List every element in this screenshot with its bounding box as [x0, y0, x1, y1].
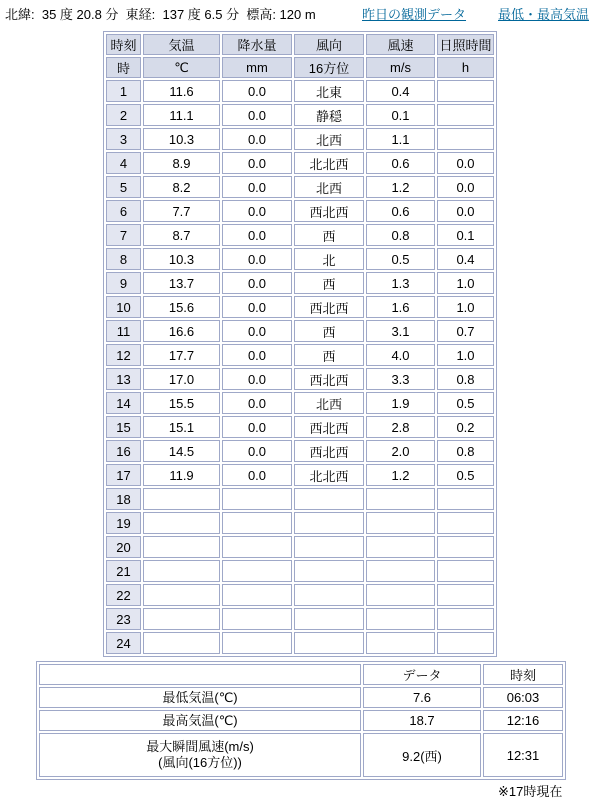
cell-sunshine-duration: 1.0	[437, 296, 494, 318]
cell-temperature: 14.5	[143, 440, 220, 462]
cell-sunshine-duration	[437, 608, 494, 630]
cell-temperature	[143, 608, 220, 630]
cell-sunshine-duration: 0.5	[437, 392, 494, 414]
cell-temperature: 17.7	[143, 344, 220, 366]
cell-wind-direction: 北東	[294, 80, 364, 102]
hourly-row	[106, 416, 494, 438]
cell-wind-direction: 西	[294, 224, 364, 246]
hourly-row	[106, 248, 494, 270]
cell-wind-speed	[366, 488, 435, 510]
cell-sunshine-duration	[437, 536, 494, 558]
col-header-temp: 気温	[143, 34, 220, 55]
cell-temperature: 17.0	[143, 368, 220, 390]
summary-value: 9.2(西)	[363, 733, 481, 777]
hourly-row	[106, 584, 494, 606]
hourly-row	[106, 560, 494, 582]
col-header-precip: 降水量	[222, 34, 292, 55]
cell-sunshine-duration	[437, 128, 494, 150]
footnote-as-of-time: ※17時現在	[498, 784, 563, 799]
summary-label	[39, 710, 361, 731]
hourly-row	[106, 464, 494, 486]
cell-hour: 3	[106, 128, 141, 150]
cell-temperature: 10.3	[143, 128, 220, 150]
unit-ms: m/s	[366, 57, 435, 78]
cell-wind-direction	[294, 488, 364, 510]
cell-wind-speed: 2.8	[366, 416, 435, 438]
cell-precipitation	[222, 632, 292, 654]
cell-wind-speed: 0.1	[366, 104, 435, 126]
cell-wind-speed: 1.2	[366, 176, 435, 198]
unit-mm: mm	[222, 57, 292, 78]
cell-temperature	[143, 512, 220, 534]
cell-precipitation: 0.0	[222, 224, 292, 246]
cell-temperature	[143, 632, 220, 654]
cell-wind-direction: 西	[294, 320, 364, 342]
cell-precipitation: 0.0	[222, 152, 292, 174]
cell-hour: 4	[106, 152, 141, 174]
cell-hour: 10	[106, 296, 141, 318]
cell-wind-direction: 西北西	[294, 200, 364, 222]
cell-wind-direction: 北西	[294, 128, 364, 150]
cell-wind-direction: 北北西	[294, 464, 364, 486]
cell-wind-direction	[294, 536, 364, 558]
cell-temperature: 11.9	[143, 464, 220, 486]
cell-temperature	[143, 536, 220, 558]
unit-hour: 時	[106, 57, 141, 78]
cell-wind-speed: 1.2	[366, 464, 435, 486]
hourly-row	[106, 488, 494, 510]
cell-sunshine-duration: 0.4	[437, 248, 494, 270]
cell-temperature: 8.2	[143, 176, 220, 198]
cell-temperature: 15.6	[143, 296, 220, 318]
unit-h: h	[437, 57, 494, 78]
cell-precipitation	[222, 512, 292, 534]
cell-precipitation	[222, 488, 292, 510]
hourly-row	[106, 344, 494, 366]
summary-label	[39, 733, 361, 777]
cell-sunshine-duration	[437, 584, 494, 606]
summary-header-time: 時刻	[483, 664, 563, 685]
cell-wind-speed: 4.0	[366, 344, 435, 366]
col-header-wind-speed: 風速	[366, 34, 435, 55]
cell-precipitation	[222, 608, 292, 630]
cell-sunshine-duration: 0.0	[437, 152, 494, 174]
summary-time: 12:31	[483, 733, 563, 777]
cell-precipitation: 0.0	[222, 200, 292, 222]
cell-precipitation: 0.0	[222, 368, 292, 390]
hourly-row	[106, 632, 494, 654]
cell-wind-speed: 1.9	[366, 392, 435, 414]
cell-hour: 22	[106, 584, 141, 606]
cell-temperature: 13.7	[143, 272, 220, 294]
cell-wind-speed: 0.6	[366, 200, 435, 222]
cell-hour: 14	[106, 392, 141, 414]
cell-wind-direction: 北西	[294, 176, 364, 198]
cell-sunshine-duration	[437, 104, 494, 126]
cell-hour: 7	[106, 224, 141, 246]
cell-sunshine-duration: 0.7	[437, 320, 494, 342]
hourly-row	[106, 392, 494, 414]
cell-wind-speed: 1.6	[366, 296, 435, 318]
hourly-row	[106, 104, 494, 126]
hourly-row	[106, 512, 494, 534]
cell-hour: 13	[106, 368, 141, 390]
hourly-row	[106, 272, 494, 294]
summary-table-body	[39, 687, 563, 777]
cell-temperature	[143, 584, 220, 606]
unit-celsius: ℃	[143, 57, 220, 78]
cell-wind-direction: 北	[294, 248, 364, 270]
hourly-header-row-titles	[106, 34, 494, 55]
cell-hour: 1	[106, 80, 141, 102]
cell-wind-speed: 1.3	[366, 272, 435, 294]
summary-header-empty	[39, 664, 361, 685]
unit-16compass: 16方位	[294, 57, 364, 78]
cell-hour: 12	[106, 344, 141, 366]
cell-hour: 5	[106, 176, 141, 198]
cell-wind-direction	[294, 512, 364, 534]
cell-precipitation: 0.0	[222, 416, 292, 438]
cell-temperature: 16.6	[143, 320, 220, 342]
cell-wind-direction: 西北西	[294, 368, 364, 390]
hourly-row	[106, 176, 494, 198]
cell-wind-direction	[294, 632, 364, 654]
cell-wind-direction	[294, 560, 364, 582]
cell-wind-speed	[366, 512, 435, 534]
cell-precipitation: 0.0	[222, 344, 292, 366]
summary-label-line1: 最低気温(℃)	[162, 689, 238, 705]
cell-wind-speed	[366, 560, 435, 582]
cell-hour: 15	[106, 416, 141, 438]
col-header-sunshine: 日照時間	[437, 34, 494, 55]
hourly-row	[106, 224, 494, 246]
cell-wind-direction	[294, 584, 364, 606]
cell-sunshine-duration: 0.8	[437, 440, 494, 462]
link-yesterday-observation-data[interactable]: 昨日の観測データ	[362, 7, 467, 22]
cell-wind-direction: 西北西	[294, 416, 364, 438]
cell-hour: 16	[106, 440, 141, 462]
cell-sunshine-duration	[437, 560, 494, 582]
hourly-row	[106, 128, 494, 150]
link-min-max-temperature[interactable]: 最低・最高気温	[498, 7, 590, 22]
cell-wind-direction: 西	[294, 272, 364, 294]
cell-sunshine-duration	[437, 488, 494, 510]
summary-label-line1: 最高気温(℃)	[162, 712, 238, 728]
cell-hour: 18	[106, 488, 141, 510]
cell-wind-direction: 北北西	[294, 152, 364, 174]
cell-sunshine-duration	[437, 80, 494, 102]
cell-hour: 2	[106, 104, 141, 126]
hourly-row	[106, 152, 494, 174]
cell-wind-speed: 3.1	[366, 320, 435, 342]
cell-hour: 6	[106, 200, 141, 222]
cell-temperature: 10.3	[143, 248, 220, 270]
cell-precipitation: 0.0	[222, 104, 292, 126]
hourly-row	[106, 200, 494, 222]
cell-sunshine-duration: 0.0	[437, 200, 494, 222]
hourly-row	[106, 368, 494, 390]
summary-label-line2: (風向(16方位))	[158, 755, 242, 770]
cell-precipitation	[222, 536, 292, 558]
cell-hour: 24	[106, 632, 141, 654]
cell-temperature: 15.1	[143, 416, 220, 438]
hourly-row	[106, 608, 494, 630]
cell-precipitation: 0.0	[222, 296, 292, 318]
cell-precipitation: 0.0	[222, 176, 292, 198]
summary-row	[39, 710, 563, 731]
cell-wind-speed: 0.8	[366, 224, 435, 246]
summary-label-line1: 最大瞬間風速(m/s)	[146, 739, 254, 754]
cell-precipitation: 0.0	[222, 440, 292, 462]
cell-sunshine-duration: 0.8	[437, 368, 494, 390]
cell-wind-direction: 静穏	[294, 104, 364, 126]
cell-wind-speed	[366, 608, 435, 630]
cell-precipitation: 0.0	[222, 80, 292, 102]
summary-header-data: データ	[363, 664, 481, 685]
cell-sunshine-duration: 0.0	[437, 176, 494, 198]
cell-wind-speed: 1.1	[366, 128, 435, 150]
cell-sunshine-duration: 1.0	[437, 272, 494, 294]
hourly-row	[106, 320, 494, 342]
cell-sunshine-duration: 1.0	[437, 344, 494, 366]
summary-label	[39, 687, 361, 708]
hourly-row	[106, 440, 494, 462]
cell-sunshine-duration	[437, 512, 494, 534]
cell-sunshine-duration: 0.2	[437, 416, 494, 438]
cell-precipitation	[222, 560, 292, 582]
summary-time: 06:03	[483, 687, 563, 708]
cell-sunshine-duration	[437, 632, 494, 654]
cell-temperature: 7.7	[143, 200, 220, 222]
col-header-time: 時刻	[106, 34, 141, 55]
hourly-header-row-units	[106, 57, 494, 78]
summary-time: 12:16	[483, 710, 563, 731]
cell-hour: 11	[106, 320, 141, 342]
cell-wind-speed: 0.4	[366, 80, 435, 102]
col-header-wind-dir: 風向	[294, 34, 364, 55]
cell-temperature	[143, 560, 220, 582]
cell-precipitation: 0.0	[222, 320, 292, 342]
cell-wind-speed	[366, 632, 435, 654]
cell-precipitation: 0.0	[222, 464, 292, 486]
cell-temperature: 8.7	[143, 224, 220, 246]
cell-wind-speed: 0.6	[366, 152, 435, 174]
cell-wind-speed: 0.5	[366, 248, 435, 270]
summary-row	[39, 733, 563, 777]
cell-sunshine-duration: 0.1	[437, 224, 494, 246]
cell-temperature: 15.5	[143, 392, 220, 414]
station-location-info: 北緯: 35 度 20.8 分 東経: 137 度 6.5 分 標高: 120 m	[5, 7, 316, 22]
hourly-row	[106, 80, 494, 102]
cell-wind-direction: 西北西	[294, 296, 364, 318]
cell-precipitation: 0.0	[222, 248, 292, 270]
summary-row	[39, 687, 563, 708]
cell-precipitation	[222, 584, 292, 606]
hourly-row	[106, 536, 494, 558]
cell-wind-direction: 西	[294, 344, 364, 366]
cell-hour: 8	[106, 248, 141, 270]
hourly-observation-table	[103, 31, 497, 657]
cell-hour: 23	[106, 608, 141, 630]
cell-hour: 21	[106, 560, 141, 582]
cell-sunshine-duration: 0.5	[437, 464, 494, 486]
cell-precipitation: 0.0	[222, 128, 292, 150]
cell-wind-direction: 西北西	[294, 440, 364, 462]
cell-hour: 9	[106, 272, 141, 294]
cell-hour: 20	[106, 536, 141, 558]
cell-hour: 17	[106, 464, 141, 486]
cell-wind-speed: 2.0	[366, 440, 435, 462]
cell-temperature: 11.6	[143, 80, 220, 102]
hourly-table-body	[106, 80, 494, 654]
summary-header-row	[39, 664, 563, 685]
cell-wind-speed	[366, 536, 435, 558]
hourly-row	[106, 296, 494, 318]
summary-value: 7.6	[363, 687, 481, 708]
cell-wind-direction	[294, 608, 364, 630]
cell-wind-speed: 3.3	[366, 368, 435, 390]
cell-hour: 19	[106, 512, 141, 534]
cell-temperature	[143, 488, 220, 510]
cell-temperature: 11.1	[143, 104, 220, 126]
cell-precipitation: 0.0	[222, 272, 292, 294]
cell-precipitation: 0.0	[222, 392, 292, 414]
cell-temperature: 8.9	[143, 152, 220, 174]
summary-value: 18.7	[363, 710, 481, 731]
daily-summary-table	[36, 661, 566, 780]
cell-wind-direction: 北西	[294, 392, 364, 414]
cell-wind-speed	[366, 584, 435, 606]
